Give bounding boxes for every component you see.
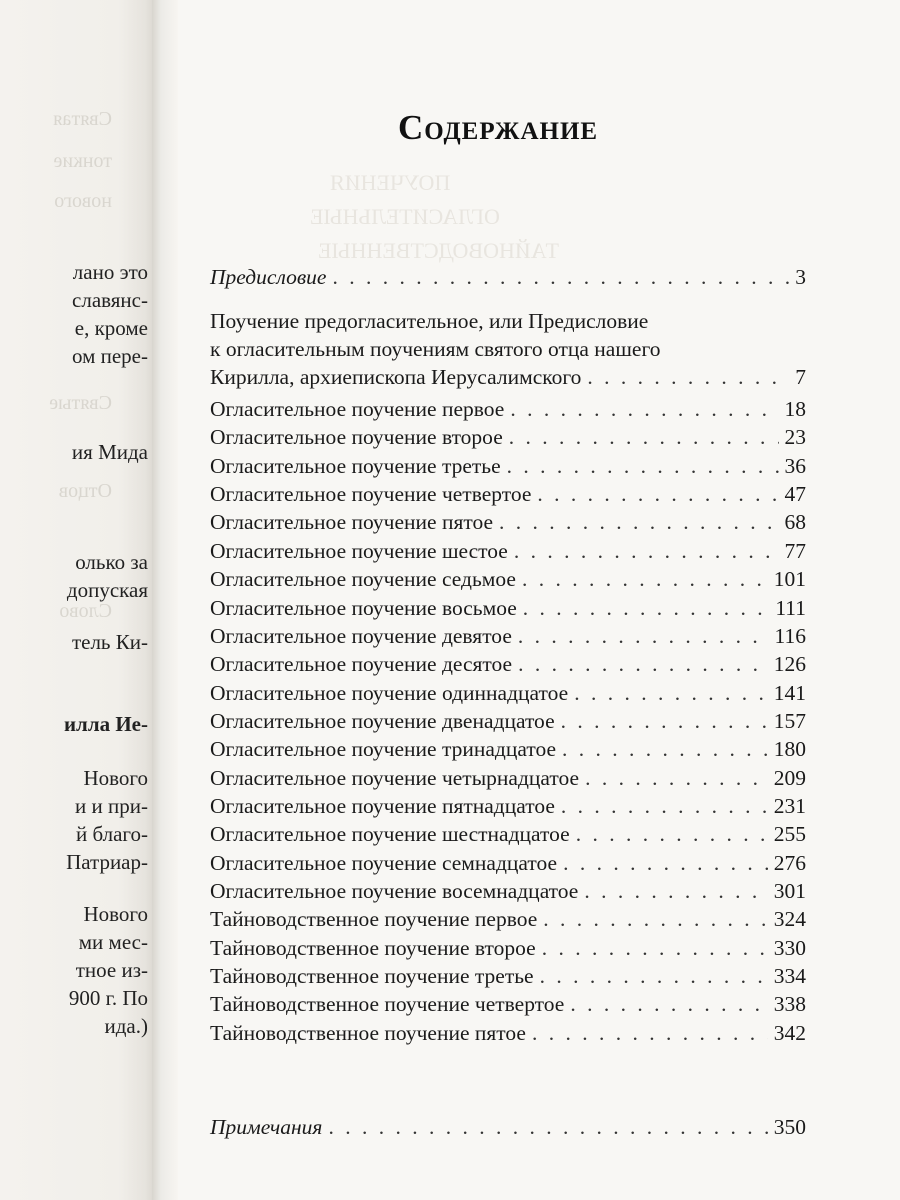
toc-entry-label: Огласительное поучение пятнадцатое <box>210 793 555 818</box>
show-through-text: тонкие <box>53 150 112 172</box>
toc-page-number: 330 <box>773 935 806 960</box>
toc-entry[interactable] <box>210 564 806 594</box>
toc-page-number: 77 <box>784 538 806 563</box>
toc-page-number: 18 <box>784 397 806 421</box>
dot-leader <box>507 451 779 481</box>
dot-leader <box>587 362 789 392</box>
dot-leader <box>523 593 770 623</box>
toc-entry[interactable] <box>210 394 806 424</box>
toc-page-number: 350 <box>773 1115 806 1139</box>
left-text-line: й благо- <box>75 822 148 846</box>
toc-entry[interactable] <box>210 422 806 452</box>
toc-entry-text-line: Поучение предогласительное, или Предисловие <box>210 309 649 333</box>
toc-page-number: 231 <box>773 793 806 818</box>
book-gutter <box>152 0 178 1200</box>
dot-leader <box>509 422 779 452</box>
dot-leader <box>514 536 779 566</box>
toc-entry-label: Огласительное поучение первое <box>210 397 505 421</box>
toc-page-number: 324 <box>773 907 806 932</box>
toc-entry[interactable] <box>210 479 806 509</box>
left-text-line: Нового <box>83 902 148 926</box>
toc-entry[interactable] <box>210 791 806 821</box>
dot-leader <box>562 734 768 764</box>
toc-entry-label: Огласительное поучение второе <box>210 425 503 450</box>
toc-page-number: 116 <box>774 623 806 648</box>
toc-page-number: 141 <box>773 680 806 705</box>
toc-page-number: 126 <box>773 652 806 677</box>
toc-page-number: 7 <box>795 365 806 389</box>
left-text-line: Нового <box>83 766 148 790</box>
show-through-text: ТАЙНОВОДСТВЕННЫЕ <box>318 238 559 263</box>
left-text-line: ми мес- <box>78 930 148 954</box>
dot-leader <box>561 706 768 736</box>
dot-leader <box>518 621 769 651</box>
toc-entry-label: Огласительное поучение двенадцатое <box>210 708 555 733</box>
dot-leader <box>574 678 768 708</box>
left-text-line: Патриар- <box>66 850 148 874</box>
show-through-text: Отцов <box>58 480 112 502</box>
toc-page-number: 68 <box>784 510 806 535</box>
show-through-text: ПОУЧЕНИЯ <box>330 170 451 195</box>
toc-page-number: 47 <box>784 482 806 507</box>
toc-entry-label: Тайноводственное поучение второе <box>210 935 536 960</box>
toc-entry-label: Тайноводственное поучение пятое <box>210 1020 526 1045</box>
toc-page-number: 3 <box>795 265 806 289</box>
toc-entry-label: Огласительное поучение восемнадцатое <box>210 879 579 903</box>
toc-entry-label: Огласительное поучение одиннадцатое <box>210 680 569 705</box>
dot-leader <box>499 507 778 537</box>
toc-entry-pre-catechetical[interactable] <box>210 362 806 392</box>
dot-leader <box>537 479 778 509</box>
toc-page-number: 301 <box>773 879 806 903</box>
toc-entry-label: Тайноводственное поучение четвертое <box>210 992 565 1017</box>
dot-leader <box>584 876 767 906</box>
toc-entry[interactable] <box>210 451 806 481</box>
toc-entry[interactable] <box>210 734 806 764</box>
toc-entry-label: Огласительное поучение шестое <box>210 538 508 563</box>
left-text-line: лано это <box>72 260 148 284</box>
toc-page-number: 36 <box>784 453 806 478</box>
toc-entry-label: Огласительное поучение четырнадцатое <box>210 765 580 790</box>
toc-entry[interactable] <box>210 763 806 793</box>
left-text-line: тель Ки- <box>71 630 148 654</box>
left-text-line: допуская <box>66 578 148 602</box>
dot-leader <box>332 262 789 292</box>
dot-leader <box>543 904 767 934</box>
show-through-text: Слово <box>59 600 112 622</box>
toc-entry[interactable] <box>210 536 806 566</box>
toc-entry-label: Огласительное поучение третье <box>210 453 501 478</box>
toc-page-number: 23 <box>784 425 806 450</box>
dot-leader <box>532 1018 768 1048</box>
toc-entry-label: Тайноводственное поучение третье <box>210 964 534 988</box>
dot-leader <box>542 933 768 963</box>
toc-page-number: 111 <box>775 595 806 620</box>
toc-entry-preface[interactable] <box>210 262 806 292</box>
toc-entry[interactable] <box>210 989 806 1019</box>
toc-entry[interactable] <box>210 876 806 906</box>
toc-page-number: 334 <box>773 964 806 988</box>
toc-page-number: 157 <box>773 708 806 733</box>
toc-entry-label: Тайноводственное поучение первое <box>210 907 538 932</box>
toc-entry-label: Кирилла, архиепископа Иерусалимского <box>210 365 582 389</box>
dot-leader <box>563 848 768 878</box>
toc-entry[interactable] <box>210 706 806 736</box>
toc-entry[interactable] <box>210 961 806 991</box>
left-text-line: ида.) <box>104 1014 148 1038</box>
toc-entry[interactable] <box>210 1018 806 1048</box>
show-through-text: Святые <box>49 392 112 414</box>
toc-entry-label: Предисловие <box>210 265 327 289</box>
dot-leader <box>518 649 768 679</box>
toc-entry[interactable] <box>210 507 806 537</box>
toc-entry-label: Примечания <box>210 1115 323 1139</box>
toc-entry-label: Огласительное поучение пятое <box>210 510 494 535</box>
toc-entry[interactable] <box>210 593 806 623</box>
toc-entry-label: Огласительное поучение восьмое <box>210 595 517 620</box>
toc-page-number: 180 <box>773 737 806 762</box>
dot-leader <box>510 394 778 424</box>
left-text-line: олько за <box>75 550 148 574</box>
toc-entry[interactable] <box>210 649 806 679</box>
toc-page-number: 209 <box>773 765 806 790</box>
toc-entry-label: Огласительное поучение шестнадцатое <box>210 822 570 847</box>
dot-leader <box>522 564 768 594</box>
page-title: Содержание <box>398 108 599 147</box>
toc-entry[interactable] <box>210 848 806 878</box>
toc-entry-label: Огласительное поучение седьмое <box>210 567 516 592</box>
dot-leader <box>585 763 768 793</box>
toc-entry-label: Огласительное поучение десятое <box>210 652 513 677</box>
dot-leader <box>561 791 768 821</box>
toc-entry[interactable] <box>210 678 806 708</box>
toc-page-number: 338 <box>773 992 806 1017</box>
dot-leader <box>570 989 767 1019</box>
toc-entry-text-line: к огласительным поучениям святого отца нашего <box>210 337 661 361</box>
toc-entry[interactable] <box>210 933 806 963</box>
dot-leader <box>576 819 768 849</box>
show-through-text: Святая <box>53 108 112 130</box>
dot-leader <box>540 961 768 991</box>
toc-page-number: 276 <box>773 850 806 875</box>
left-text-line: славянс- <box>72 288 148 312</box>
show-through-text: нового <box>54 190 112 212</box>
toc-page-number: 342 <box>773 1020 806 1045</box>
toc-entry[interactable] <box>210 621 806 651</box>
left-text-line: илла Ие- <box>63 712 148 736</box>
dot-leader <box>328 1112 767 1142</box>
left-text-line: ом пере- <box>71 344 148 368</box>
toc-entry-label: Огласительное поучение девятое <box>210 623 512 648</box>
toc-entry-label: Огласительное поучение четвертое <box>210 482 532 507</box>
left-text-line: е, кроме <box>74 316 148 340</box>
left-text-line: и и при- <box>75 794 148 818</box>
left-text-line: тное из- <box>75 958 148 982</box>
show-through-text: ОГЛАСИТЕЛЬНЫЕ <box>310 204 500 229</box>
toc-page-number: 101 <box>773 567 806 592</box>
toc-entry-notes[interactable] <box>210 1112 806 1142</box>
toc-entry[interactable] <box>210 904 806 934</box>
toc-entry[interactable] <box>210 819 806 849</box>
left-text-line: 900 г. По <box>68 986 148 1010</box>
toc-entry-label: Огласительное поучение семнадцатое <box>210 850 558 875</box>
left-text-line: ия Мида <box>71 440 148 464</box>
left-page-fragment <box>0 0 158 1200</box>
toc-entry-label: Огласительное поучение тринадцатое <box>210 737 557 762</box>
toc-page-number: 255 <box>773 822 806 847</box>
